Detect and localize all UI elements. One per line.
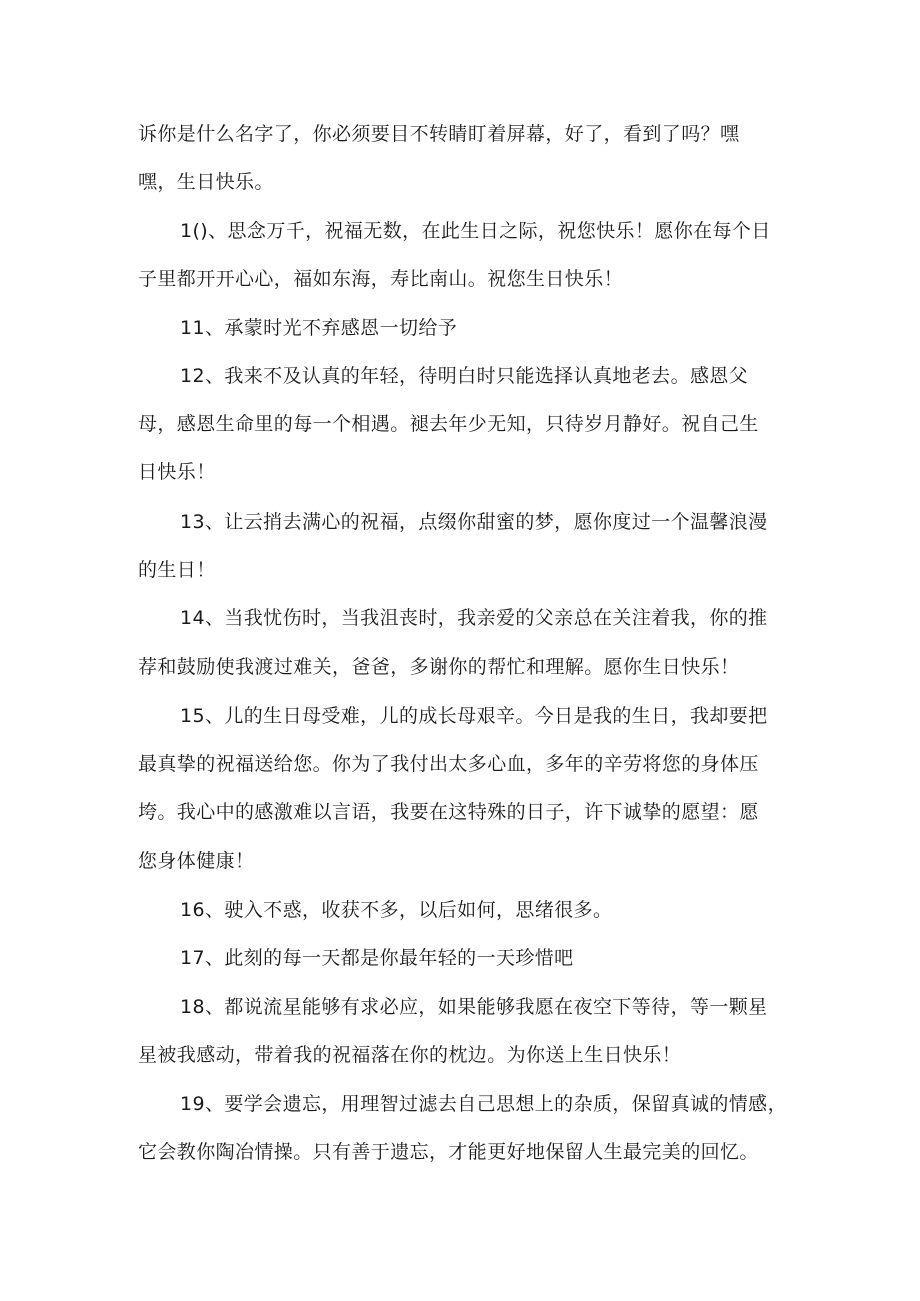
text-line: 最真挚的祝福送给您。你为了我付出太多心血，多年的辛劳将您的身体压: [138, 753, 759, 775]
text-line: 15、儿的生日母受难，儿的成长母艰辛。今日是我的生日，我却要把: [180, 705, 768, 727]
text-line: 11、承蒙时光不弃感恩一切给予: [180, 317, 458, 339]
text-line: 18、都说流星能够有求必应，如果能够我愿在夜空下等待，等一颗星: [180, 996, 768, 1018]
text-line: 嘿，生日快乐。: [138, 171, 274, 193]
text-line: 12、我来不及认真的年轻，待明白时只能选择认真地老去。感恩父: [180, 365, 749, 387]
text-line: 星被我感动，带着我的祝福落在你的枕边。为你送上生日快乐！: [138, 1044, 682, 1066]
text-line: 母，感恩生命里的每一个相遇。褪去年少无知，只待岁月静好。祝自己生: [138, 413, 759, 435]
text-line: 的生日！: [138, 559, 216, 581]
text-line: 13、让云捎去满心的祝福，点缀你甜蜜的梦，愿你度过一个温馨浪漫: [180, 511, 768, 533]
text-line: 荐和鼓励使我渡过难关，爸爸，多谢你的帮忙和理解。愿你生日快乐！: [138, 656, 740, 678]
text-line: 您身体健康！: [138, 850, 255, 872]
text-line: 诉你是什么名字了，你必须要目不转睛盯着屏幕，好了，看到了吗？嘿: [138, 123, 740, 145]
text-line: 子里都开开心心，福如东海，寿比南山。祝您生日快乐！: [138, 268, 624, 290]
text-line: 19、要学会遗忘，用理智过滤去自己思想上的杂质，保留真诚的情感，: [180, 1093, 787, 1115]
text-line: 14、当我忧伤时，当我沮丧时，我亲爱的父亲总在关注着我，你的推: [180, 607, 768, 629]
text-line: 1()、思念万千，祝福无数，在此生日之际，祝您快乐！愿你在每个日: [180, 220, 771, 242]
text-line: 它会教你陶冶情操。只有善于遗忘，才能更好地保留人生最完美的回忆。: [138, 1141, 759, 1163]
text-line: 日快乐！: [138, 461, 216, 483]
text-line: 垮。我心中的感激难以言语，我要在这特殊的日子，许下诚挚的愿望：愿: [138, 801, 759, 823]
text-line: 17、此刻的每一天都是你最年轻的一天珍惜吧: [180, 947, 574, 969]
text-line: 16、驶入不惑，收获不多，以后如何，思绪很多。: [180, 899, 613, 921]
